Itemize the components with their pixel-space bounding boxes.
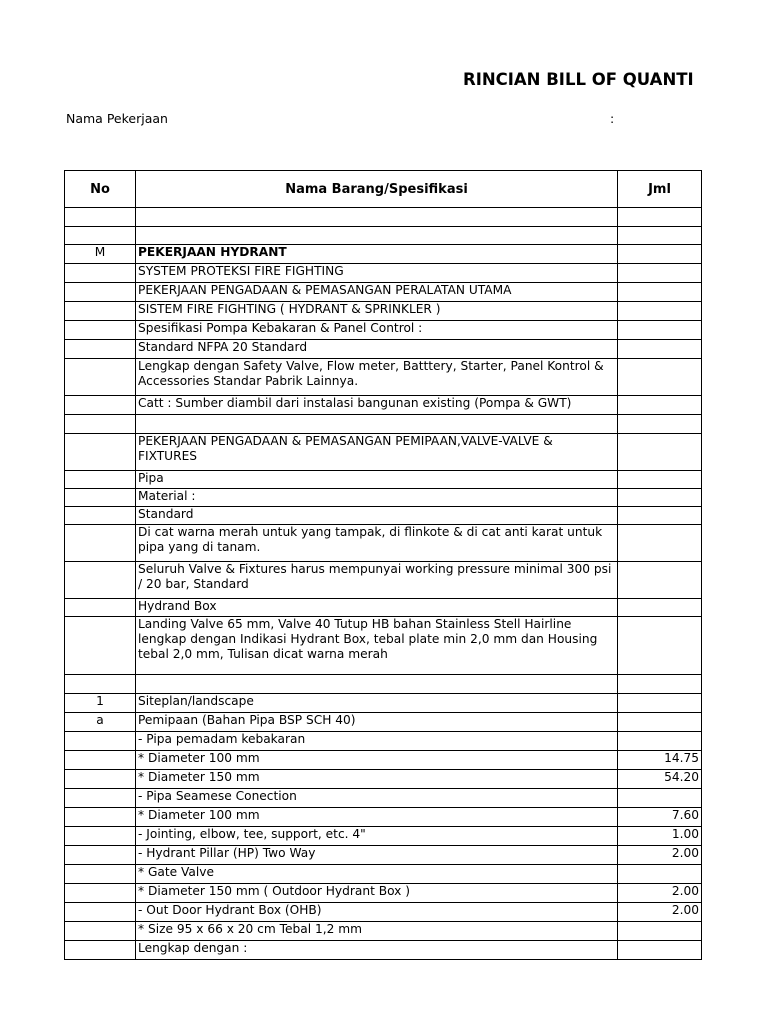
row-no [65,827,136,846]
row-no [65,340,136,359]
row-no: 1 [65,694,136,713]
table-row [65,507,702,525]
table-row [65,562,702,599]
table-row [65,227,702,245]
row-qty: 2.00 [618,884,702,903]
table-row [65,694,702,713]
table-row [65,321,702,340]
row-no [65,415,136,434]
row-no: M [65,245,136,264]
row-qty [618,562,702,599]
table-row [65,922,702,941]
row-qty: 1.00 [618,827,702,846]
job-name-label: Nama Pekerjaan [66,111,168,126]
row-no [65,922,136,941]
row-no [65,359,136,396]
row-name: PEKERJAAN PENGADAAN & PEMASANGAN PERALATAN UTAMA [136,283,618,302]
row-no [65,941,136,960]
row-qty [618,617,702,675]
job-name-colon: : [610,111,615,126]
row-name: Standard [136,507,618,525]
row-qty [618,489,702,507]
table-row [65,941,702,960]
row-qty: 2.00 [618,903,702,922]
row-qty [618,283,702,302]
table-row [65,283,702,302]
bill-of-quantity-table [64,170,702,960]
row-name: Lengkap dengan Safety Valve, Flow meter, Batttery, Starter, Panel Kontrol & Accessories Standar Pabrik Lainnya. [136,359,618,396]
table-row [65,599,702,617]
row-name: * Diameter 100 mm [136,808,618,827]
header-qty: Jml [618,171,702,208]
table-row [65,713,702,732]
row-no [65,208,136,227]
table-row [65,732,702,751]
table-row [65,525,702,562]
row-name: SISTEM FIRE FIGHTING ( HYDRANT & SPRINKLER ) [136,302,618,321]
row-name [136,227,618,245]
row-name: - Pipa Seamese Conection [136,789,618,808]
table-row [65,208,702,227]
row-no [65,434,136,471]
row-name [136,208,618,227]
row-name: SYSTEM PROTEKSI FIRE FIGHTING [136,264,618,283]
row-qty [618,471,702,489]
row-name: PEKERJAAN HYDRANT [136,245,618,264]
row-name: Material : [136,489,618,507]
row-no [65,283,136,302]
table-row [65,884,702,903]
row-qty [618,713,702,732]
row-no [65,903,136,922]
row-name: Spesifikasi Pompa Kebakaran & Panel Control : [136,321,618,340]
row-name: * Size 95 x 66 x 20 cm Tebal 1,2 mm [136,922,618,941]
table-header-row [65,171,702,208]
row-name [136,415,618,434]
row-name: Standard NFPA 20 Standard [136,340,618,359]
row-qty [618,507,702,525]
row-name: Pemipaan (Bahan Pipa BSP SCH 40) [136,713,618,732]
table-row [65,846,702,865]
row-qty [618,525,702,562]
row-no [65,751,136,770]
row-qty [618,359,702,396]
row-qty [618,789,702,808]
row-no [65,884,136,903]
document-title: RINCIAN BILL OF QUANTI [463,70,694,89]
row-no [65,675,136,694]
row-qty [618,302,702,321]
row-no [65,770,136,789]
row-name: Lengkap dengan : [136,941,618,960]
row-qty [618,599,702,617]
row-name: - Jointing, elbow, tee, support, etc. 4" [136,827,618,846]
row-qty [618,321,702,340]
row-no [65,617,136,675]
table-row [65,617,702,675]
row-name: Siteplan/landscape [136,694,618,713]
table-row [65,808,702,827]
row-no [65,321,136,340]
table-row [65,340,702,359]
table-row [65,751,702,770]
row-no [65,846,136,865]
table-row [65,415,702,434]
row-name [136,675,618,694]
row-qty [618,675,702,694]
row-qty [618,732,702,751]
table-row [65,396,702,415]
row-qty: 2.00 [618,846,702,865]
row-qty: 14.75 [618,751,702,770]
row-qty [618,865,702,884]
row-name: Pipa [136,471,618,489]
row-qty [618,208,702,227]
row-no [65,808,136,827]
row-qty [618,340,702,359]
row-name: * Diameter 150 mm [136,770,618,789]
row-name: Hydrand Box [136,599,618,617]
row-no [65,396,136,415]
table-row [65,359,702,396]
row-name: * Diameter 150 mm ( Outdoor Hydrant Box ) [136,884,618,903]
row-name: * Gate Valve [136,865,618,884]
row-no [65,789,136,808]
row-name: PEKERJAAN PENGADAAN & PEMASANGAN PEMIPAAN,VALVE-VALVE & FIXTURES [136,434,618,471]
row-name: Landing Valve 65 mm, Valve 40 Tutup HB bahan Stainless Stell Hairline lengkap dengan Indikasi Hydrant Box, tebal plate min 2,0 mm dan Housing tebal 2,0 mm, Tulisan dicat warna merah [136,617,618,675]
row-name: * Diameter 100 mm [136,751,618,770]
row-name: - Out Door Hydrant Box (OHB) [136,903,618,922]
row-no [65,525,136,562]
row-qty [618,264,702,283]
row-qty: 54.20 [618,770,702,789]
table-row [65,903,702,922]
row-no: a [65,713,136,732]
header-name: Nama Barang/Spesifikasi [136,171,618,208]
row-no [65,507,136,525]
row-no [65,264,136,283]
table-row [65,789,702,808]
row-no [65,865,136,884]
table-row [65,245,702,264]
table-row [65,865,702,884]
table-row [65,675,702,694]
row-qty [618,941,702,960]
row-qty: 7.60 [618,808,702,827]
row-qty [618,396,702,415]
row-no [65,227,136,245]
row-qty [618,415,702,434]
table-row [65,489,702,507]
table-row [65,302,702,321]
row-no [65,599,136,617]
row-qty [618,434,702,471]
table-row [65,434,702,471]
table-row [65,264,702,283]
row-name: Di cat warna merah untuk yang tampak, di flinkote & di cat anti karat untuk pipa yang di tanam. [136,525,618,562]
row-name: Seluruh Valve & Fixtures harus mempunyai working pressure minimal 300 psi / 20 bar, Standard [136,562,618,599]
row-name: - Hydrant Pillar (HP) Two Way [136,846,618,865]
row-name: Catt : Sumber diambil dari instalasi bangunan existing (Pompa & GWT) [136,396,618,415]
row-no [65,732,136,751]
row-no [65,562,136,599]
row-qty [618,227,702,245]
table-row [65,827,702,846]
row-no [65,302,136,321]
table-row [65,471,702,489]
row-no [65,471,136,489]
row-qty [618,245,702,264]
row-no [65,489,136,507]
header-no: No [65,171,136,208]
row-name: - Pipa pemadam kebakaran [136,732,618,751]
row-qty [618,922,702,941]
table-row [65,770,702,789]
row-qty [618,694,702,713]
